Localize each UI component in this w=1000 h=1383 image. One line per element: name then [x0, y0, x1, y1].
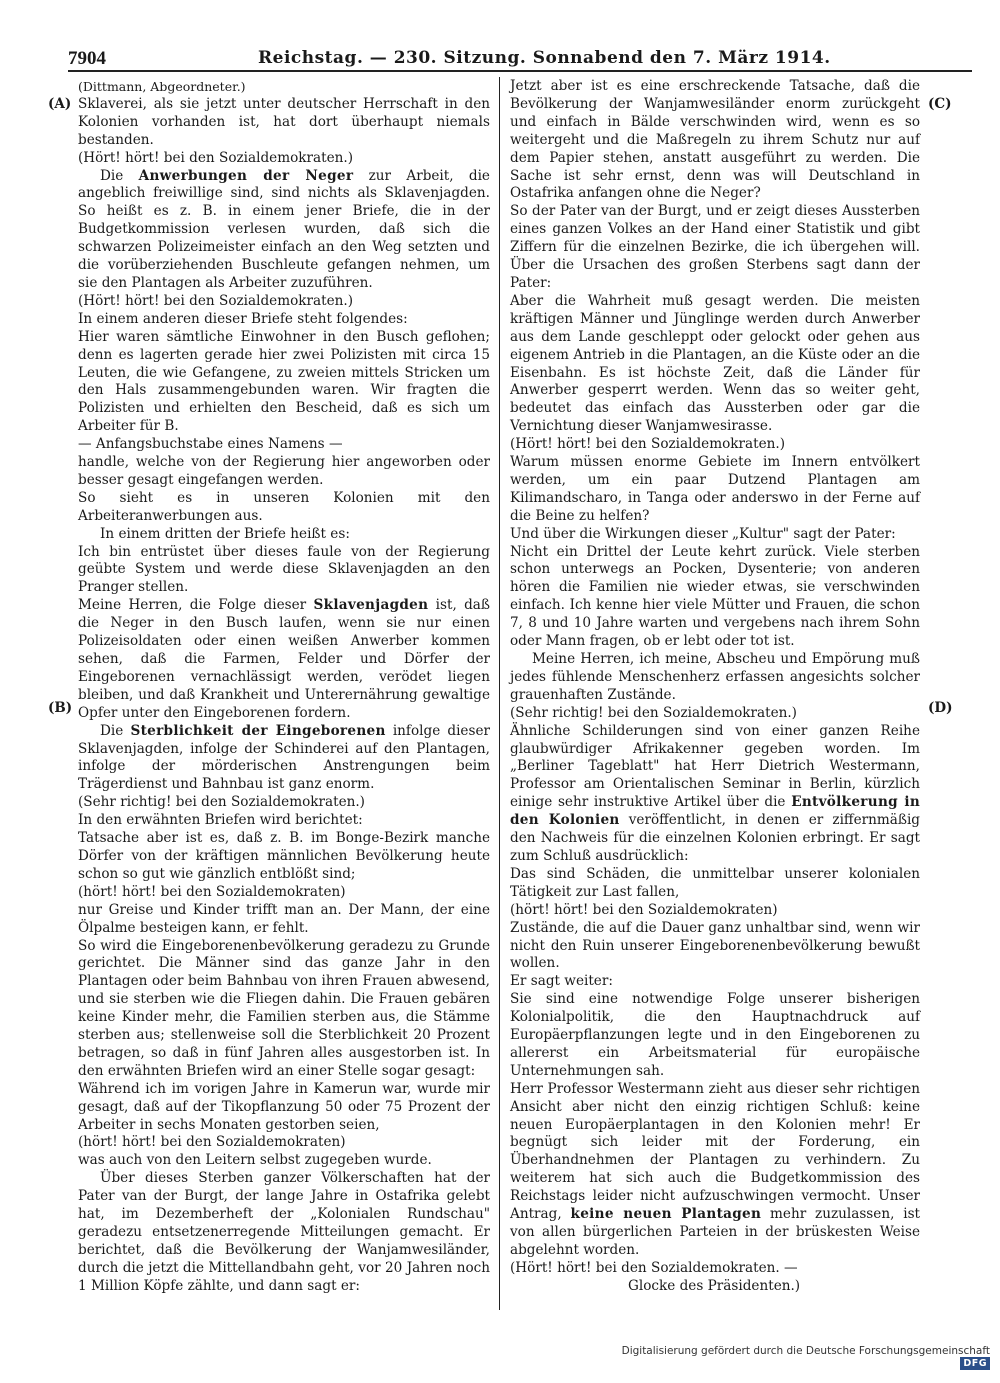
- emphasis-text: Sklavenjagden: [313, 597, 429, 614]
- quotation: Während ich im vorigen Jahre in Kamerun war, wurde mir gesagt, daß auf der Tikopflanzung 50 oder 75 Prozent der Arbeiter in sechs Monaten gestorben seien,: [78, 1080, 490, 1133]
- dfg-logo: DFG: [960, 1357, 990, 1370]
- quotation-aside: — Anfangsbuchstabe eines Namens —: [78, 436, 343, 453]
- quotation: handle, welche von der Regierung hier angeworben oder besser gesagt eingefangen werden.: [78, 454, 490, 488]
- paragraph: Ähnliche Schilderungen sind von einer ganzen Reihe glaubwürdiger Afrikakenner gegeben worden. Im „Berliner Tageblatt" hat Herr Dietrich Westermann, Professor am Orientalischen Seminar in Berlin, kürzlich einige sehr instruktive Artikel über die Entvölkerung in den Kolonien veröffentlicht, in denen er ziffernmäßig den Nachweis für die einzelnen Kolonien erbringt. Er sagt zum Schluß ausdrücklich:: [510, 722, 921, 864]
- paragraph: Sklaverei, als sie jetzt unter deutscher Herrschaft in den Kolonien vorhanden ist, hat dort überhaupt niemals bestanden.: [78, 95, 490, 148]
- interjection: (Hört! hört! bei den Sozialdemokraten.): [510, 436, 786, 453]
- interjection: (Sehr richtig! bei den Sozialdemokraten.): [510, 704, 797, 721]
- quotation: Nicht ein Drittel der Leute kehrt zurück. Viele sterben schon unterwegs an Pocken, Dysenterie; von anderen hören die Familien nie wieder etwas, sie verschwinden einfach. Ich kenne hier viele Mütter und Frauen, die schon 7, 8 und 10 Jahre warten und vergebens nach ihrem Sohn oder Mann fragen, ob er lebt oder tot ist.: [510, 543, 920, 650]
- paragraph: Meine Herren, ich meine, Abscheu und Empörung muß jedes fühlende Menschenherz erfassen angesichts solcher grauenhaften Zustände.: [510, 651, 920, 703]
- paragraph: So sieht es in unseren Kolonien mit den Arbeiteranwerbungen aus.: [78, 489, 490, 524]
- quotation: Aber die Wahrheit muß gesagt werden. Die meisten kräftigen Männer und Jünglinge werden durch Anwerber aus dem Lande geschleppt oder gelockt oder gehen aus eigenem Antrieb in die Plantagen, an die Küste oder an die Eisenbahn. Es ist höchste Zeit, daß die Länder für Anwerber gesperrt werden. Wenn das so weiter geht, bedeutet das einfach das Aussterben oder gar die Vernichtung dieser Wanjamwesirasse.: [510, 292, 920, 435]
- quotation: Sie sind eine notwendige Folge unserer bisherigen Kolonialpolitik, die den Hauptnachdruck auf Europäerpflanzungen legte und in den Eingeborenen zu allererst ein Arbeitsmaterial für europäische Unternehmungen sah.: [510, 991, 920, 1079]
- header-rule: [68, 70, 972, 72]
- interjection: (hört! hört! bei den Sozialdemokraten): [78, 1134, 346, 1151]
- quotation: Das sind Schäden, die unmittelbar unserer kolonialen Tätigkeit zur Last fallen,: [510, 865, 920, 900]
- left-column: [78, 78, 490, 1296]
- paragraph: Die Sterblichkeit der Eingeborenen infolge dieser Sklavenjagden, infolge der Schinderei auf den Plantagen, infolge der mörderischen Anstrengungen beim Trägerdienst und Bahnbau ist ganz enorm.: [78, 722, 490, 793]
- interjection: (hört! hört! bei den Sozialdemokraten): [78, 883, 346, 900]
- paragraph: So wird die Eingeborenenbevölkerung geradezu zu Grunde gerichtet. Die Männer sind das ganze Jahr in den Plantagen oder beim Bahnbau von ihren Frauen abwesend, und sie sterben wie die Fliegen dahin. Die Frauen gebären keine Kinder mehr, die Familien sterben aus, die Stämme sterben aus; stellenweise soll die Sterblichkeit 20 Prozent betragen, so daß in fünf Jahren alles ausgestorben ist. In den erwähnten Briefen wird an einer Stelle sogar gesagt:: [78, 937, 490, 1079]
- interjection: (Sehr richtig! bei den Sozialdemokraten.): [78, 794, 365, 811]
- paragraph: Meine Herren, die Folge dieser Sklavenjagden ist, daß die Neger in den Busch laufen, wenn sie nur einen Polizeisoldaten oder einen weißen Anwerber kommen sehen, daß die Farmen, Felder und Dörfer der Eingeborenen vernachlässigt werden, verödet liegen bleiben, und daß Krankheit und Unterernährung gewaltige Opfer unter den Eingeborenen fordern.: [78, 597, 490, 721]
- interjection: (Hört! hört! bei den Sozialdemokraten.): [78, 149, 354, 166]
- paragraph: In den erwähnten Briefen wird berichtet:: [78, 812, 363, 829]
- paragraph: Herr Professor Westermann zieht aus dieser sehr richtigen Ansicht aber nicht den einzig richtigen Schluß: keine neuen Europäerplantagen in den Kolonien mehr! Er begnügt sich leider mit der Forderung, ein Überhandnehmen der Plantagen zu verhindern. Zu weiterem hat sich auch die Budgetkommission des Reichstags leider nicht aufzuschwingen vermocht. Unser Antrag, keine neuen Plantagen mehr zuzulassen, ist von allen bürgerlichen Parteien in der brüskesten Weise abgelehnt worden.: [510, 1080, 921, 1258]
- emphasis-text: keine neuen Plantagen: [570, 1206, 762, 1223]
- emphasis-text: Sterblichkeit der Eingeborenen: [130, 722, 386, 739]
- quotation: Warum müssen enorme Gebiete im Innern entvölkert werden, um ein paar Dutzend Plantagen am Kilimandscharo, in Tanga oder anderswo in der Ferne auf die Beine zu helfen?: [510, 454, 920, 524]
- margin-mark-c: (C): [928, 96, 952, 112]
- column-divider: [499, 77, 500, 1310]
- paragraph: Er sagt weiter:: [510, 973, 613, 990]
- quotation: Hier waren sämtliche Einwohner in den Busch geflohen; denn es lagerten gerade hier zwei Polizisten mit circa 15 Leuten, die wie Gefangene, zu zweien mittels Stricken um den Hals zusammengebunden waren. Wir fragten die Polizisten und erhielten den Bescheid, daß es sich um Arbeiter für B.: [78, 328, 490, 435]
- interjection: (hört! hört! bei den Sozialdemokraten): [510, 901, 778, 918]
- quotation: was auch von den Leitern selbst zugegeben wurde.: [78, 1152, 432, 1169]
- quotation: Zustände, die auf die Dauer ganz unhaltbar sind, wenn wir nicht den Ruin unserer Eingeborenenbevölkerung bewußt wollen.: [510, 919, 920, 972]
- quotation: Jetzt aber ist es eine erschreckende Tatsache, daß die Bevölkerung der Wanjamwesiländer enorm zurückgeht und einfach in Bälde verschwinden wird, wenn es so weitergeht und die Maßregeln zu ihrem Schutz nur auf dem Papier stehen, anstatt ausgeführt zu werden. Die Sache ist sehr ernst, denn was will Deutschland in Ostafrika anfangen ohne die Neger?: [510, 78, 920, 202]
- right-column: [510, 78, 920, 1296]
- quotation: nur Greise und Kinder trifft man an. Der Mann, der eine Ölpalme besteigen kann, er fehlt.: [78, 901, 490, 936]
- paragraph: In einem dritten der Briefe heißt es:: [100, 525, 350, 542]
- footer-text: Digitalisierung gefördert durch die Deutsche Forschungsgemeinschaft: [621, 1345, 990, 1357]
- emphasis-text: Anwerbungen der Neger: [138, 167, 354, 184]
- paragraph: Und über die Wirkungen dieser „Kultur" sagt der Pater:: [510, 525, 896, 542]
- paragraph: Die Anwerbungen der Neger zur Arbeit, die angeblich freiwillige sind, sind nichts als Sklavenjagden. So heißt es z. B. in einem jener Briefe, die in der Budgetkommission verlesen wurden, daß sich die schwarzen Polizeimeister einfach an den Weg setzten und die vorüberziehenden Buschleute gefangen nehmen, um sie den Plantagen als Arbeiter zuzuführen.: [78, 167, 490, 291]
- margin-mark-b: (B): [48, 700, 73, 716]
- paragraph: Über dieses Sterben ganzer Völkerschaften hat der Pater van der Burgt, der lange Jahre in Ostafrika gelebt hat, im Dezemberheft der „Kolonialen Rundschau" geradezu entsetzenerregende Mitteilungen gemacht. Er berichtet, daß die Bevölkerung der Wanjamwesiländer, durch die jetzt die Mittellandbahn geht, vor 20 Jahren noch 1 Million Köpfe zählte, und dann sagt er:: [78, 1170, 490, 1294]
- footer-credit: [600, 1345, 990, 1370]
- interjection: Glocke des Präsidenten.): [628, 1277, 801, 1294]
- page-header: [68, 40, 972, 76]
- interjection: (Hört! hört! bei den Sozialdemokraten. —: [510, 1259, 798, 1276]
- page-title: Reichstag. — 230. Sitzung. Sonnabend den 7. März 1914.: [258, 48, 831, 68]
- quotation: Ich bin entrüstet über dieses faule von der Regierung geübte System und werde diese Sklavenjagden an den Pranger stellen.: [78, 543, 490, 596]
- margin-mark-a: (A): [48, 96, 72, 112]
- speaker-attribution: (Dittmann, Abgeordneter.): [78, 79, 246, 94]
- paragraph: So der Pater van der Burgt, und er zeigt dieses Aussterben eines ganzen Volkes an der Hand einer Statistik und gibt Ziffern für die einzelnen Bezirke, die ich übergehen will. Über die Ursachen des großen Sterbens sagt dann der Pater:: [510, 203, 920, 291]
- emphasis-text: Entvölkerung in den Kolonien: [510, 794, 921, 829]
- interjection: (Hört! hört! bei den Sozialdemokraten.): [78, 292, 354, 309]
- paragraph: In einem anderen dieser Briefe steht folgendes:: [78, 310, 408, 327]
- margin-mark-d: (D): [928, 700, 953, 716]
- quotation: Tatsache aber ist es, daß z. B. im Bonge-Bezirk manche Dörfer von der kräftigen männlichen Bevölkerung heute schon so gut wie gänzlich entblößt sind;: [78, 830, 490, 882]
- page-number: 7904: [68, 48, 106, 69]
